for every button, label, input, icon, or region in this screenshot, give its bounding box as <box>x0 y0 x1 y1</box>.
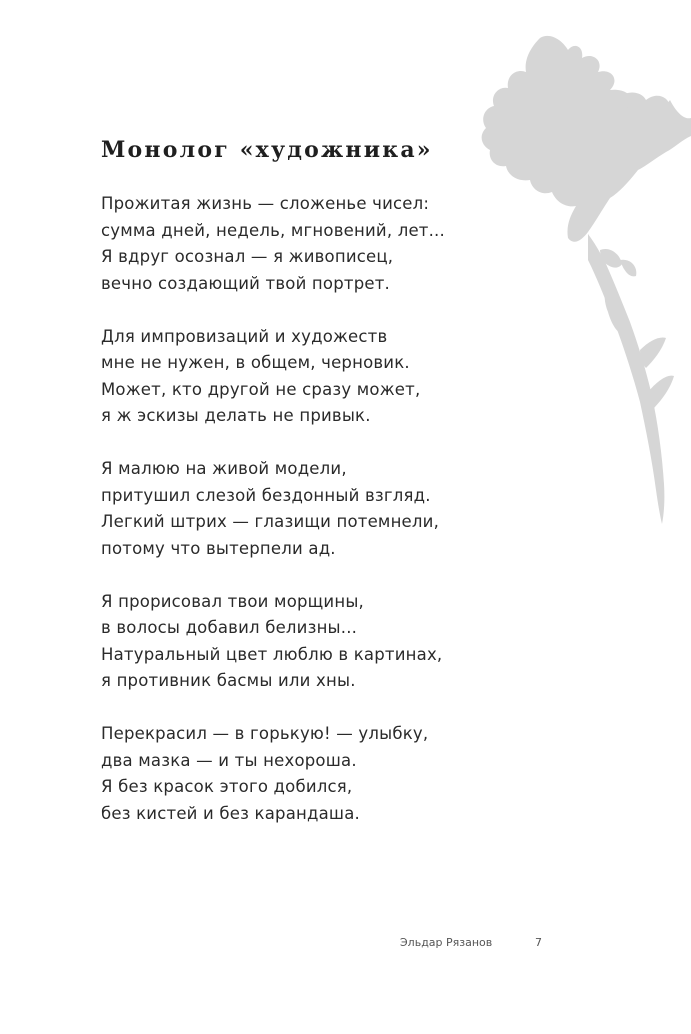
poem-line: Я прорисовал твои морщины, <box>101 591 364 611</box>
stanza-2 <box>101 324 481 430</box>
poem-line: в волосы добавил белизны... <box>101 618 358 637</box>
poem-line: Я малюю на живой модели, <box>101 459 347 478</box>
poem-line: два мазка — и ты нехороша. <box>101 750 357 770</box>
poem-line: сумма дней, недель, мгновений, лет... <box>101 220 445 240</box>
poem-line: я противник басмы или хны. <box>101 671 356 690</box>
poem-line: мне не нужен, в общем, черновик. <box>101 353 410 372</box>
page-number: 7 <box>535 936 542 949</box>
stanza-4 <box>101 589 481 695</box>
poem-line: Я без красок этого добился, <box>101 777 353 796</box>
poem-line: Может, кто другой не сразу может, <box>101 379 421 399</box>
carnation-flower-illustration <box>470 20 691 530</box>
poem-body <box>101 191 481 854</box>
stanza-1 <box>101 191 481 297</box>
poem-line: Перекрасил — в горькую! — улыбку, <box>101 724 429 743</box>
poem-line: Я вдруг осознал — я живописец, <box>101 247 394 266</box>
stanza-3 <box>101 456 481 562</box>
poem-line: Натуральный цвет люблю в картинах, <box>101 644 443 664</box>
poem-line: Для импровизаций и художеств <box>101 326 388 346</box>
poem-title: Монолог «художника» <box>101 137 433 163</box>
poem-line: без кистей и без карандаша. <box>101 803 360 823</box>
poem-line: я ж эскизы делать не привык. <box>101 406 371 425</box>
stanza-5 <box>101 721 481 827</box>
poem-line: потому что вытерпели ад. <box>101 538 336 558</box>
footer-author: Эльдар Рязанов <box>400 936 493 949</box>
carnation-flower-icon <box>482 36 691 524</box>
poem-line: Прожитая жизнь — сложенье чисел: <box>101 194 430 213</box>
poem-line: притушил слезой бездонный взгляд. <box>101 485 431 505</box>
poem-line: Легкий штрих — глазищи потемнели, <box>101 512 440 531</box>
poem-line: вечно создающий твой портрет. <box>101 273 390 293</box>
